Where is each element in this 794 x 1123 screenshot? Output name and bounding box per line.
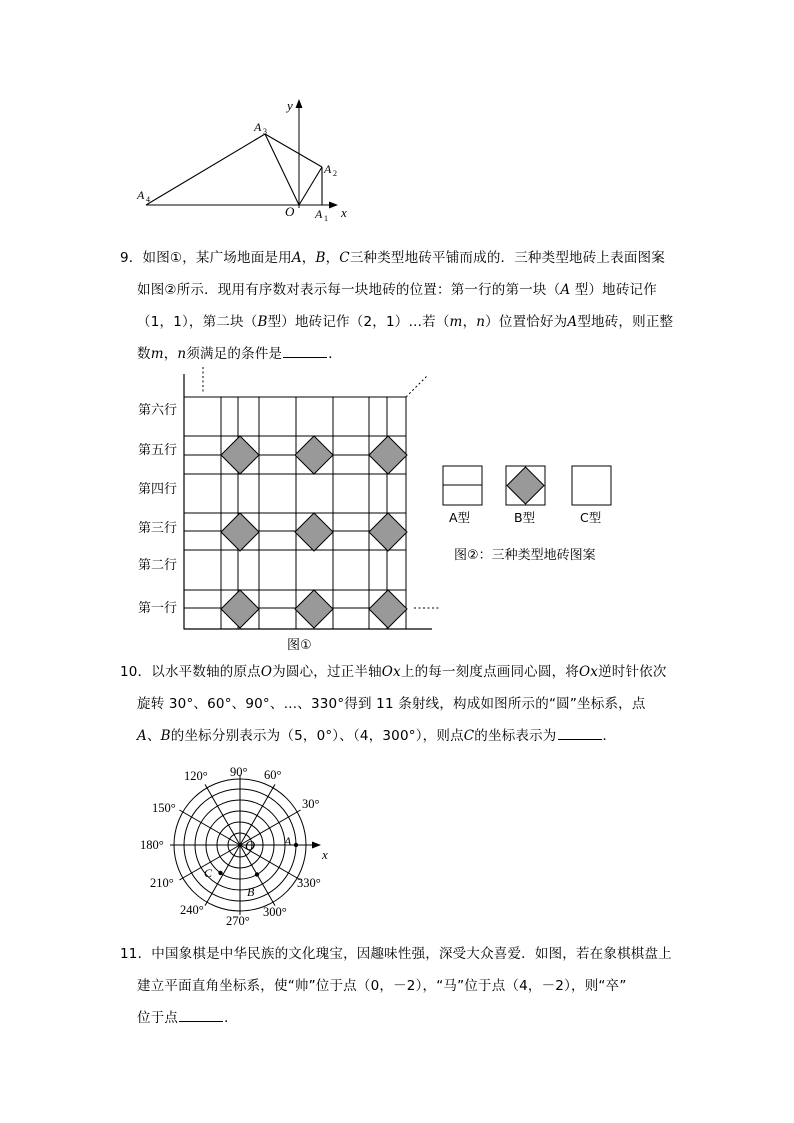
row-label: 第一行	[138, 601, 178, 616]
tile-a-label: A型	[449, 510, 471, 525]
point-B-label: B	[247, 885, 255, 899]
angle-label: 210°	[150, 876, 174, 890]
polar-x-label: x	[322, 847, 328, 862]
segment-OA3	[265, 134, 299, 205]
angle-label: 240°	[180, 903, 204, 917]
q9-line-4: 数m，n须满足的条件是 ．	[137, 346, 342, 362]
segment-A2A3	[265, 134, 322, 167]
question-number: 9．	[120, 250, 143, 266]
segment-A3A4	[146, 134, 265, 205]
answer-blank	[179, 1009, 223, 1022]
tile-b-diamond	[295, 436, 333, 474]
angle-label: 270°	[226, 914, 250, 928]
answer-blank	[558, 727, 602, 740]
point-A3-label: A	[254, 120, 262, 134]
q9-line-3: （1，1），第二块（B型）地砖记作（2，1）…若（m，n）位置恰好为A型地砖，则正整	[137, 314, 674, 330]
question-10	[120, 656, 667, 752]
point-B	[255, 872, 259, 876]
row-label: 第二行	[138, 558, 178, 573]
tile-b-diamond	[369, 590, 407, 628]
point-A-label: A	[284, 834, 292, 848]
question-9	[120, 242, 673, 370]
polar-figure	[140, 765, 328, 928]
tile-b-label: B型	[514, 510, 536, 525]
tile-b-diamond	[295, 590, 333, 628]
y-axis-label: y	[287, 98, 293, 113]
angle-label: 30°	[302, 797, 320, 811]
point-A2-label: A	[324, 162, 332, 176]
question-11	[120, 938, 672, 1034]
tile-b-diamond	[221, 590, 259, 628]
x-axis-label: x	[341, 205, 347, 220]
point-A	[294, 843, 298, 847]
question-number: 10．	[120, 664, 152, 680]
question-number: 11．	[120, 946, 152, 962]
row-label: 第六行	[138, 403, 178, 418]
point-C-label: C	[204, 866, 213, 880]
continuation-diagonal	[406, 375, 428, 397]
point-A4-label: A	[137, 188, 145, 202]
polar-origin-label: O	[245, 839, 256, 854]
y-axis-arrow	[296, 99, 303, 108]
angle-label: 120°	[184, 769, 208, 783]
x-axis-arrow	[329, 202, 338, 209]
q10-line-3: A、B的坐标分别表示为（5，0°）、（4，300°），则点C的坐标表示为 ．	[137, 728, 617, 744]
row-label: 第四行	[138, 482, 178, 497]
tile-c	[572, 466, 611, 505]
point-A1-label: A	[315, 207, 323, 221]
row-label: 第三行	[138, 521, 178, 536]
angle-label: 60°	[264, 768, 282, 782]
svg-text:1: 1	[324, 214, 328, 223]
q9-line-2: 如图②所示．现用有序数对表示每一块地砖的位置：第一行的第一块（A 型）地砖记作	[137, 282, 657, 298]
tile-types-figure	[443, 466, 611, 563]
angle-label: 90°	[230, 765, 248, 779]
angle-label: 180°	[140, 838, 164, 852]
tile-b-diamond	[221, 513, 259, 551]
point-C	[218, 871, 222, 875]
angle-label: 300°	[263, 905, 287, 919]
angle-label: 330°	[297, 876, 321, 890]
tile-b-diamond	[295, 513, 333, 551]
segment-OA2	[299, 167, 322, 205]
q11-line-3: 位于点 ．	[137, 1010, 238, 1026]
tile-b-diamond	[221, 436, 259, 474]
svg-text:3: 3	[263, 127, 267, 136]
q10-line-2: 旋转 30°、60°、90°、…、330°得到 11 条射线，构成如图所示的“圆”坐标系，点	[137, 696, 646, 712]
tile-c-label: C型	[580, 510, 602, 525]
svg-text:4: 4	[146, 195, 150, 204]
q11-line-2: 建立平面直角坐标系，使“帅”位于点（0，－2），“马”位于点（4，－2），则“卒”	[137, 978, 627, 994]
tile-b-diamond	[369, 513, 407, 551]
svg-text:2: 2	[333, 169, 337, 178]
polar-x-arrow	[312, 842, 321, 849]
angle-label: 150°	[152, 801, 176, 815]
figure1-caption: 图①	[287, 638, 312, 653]
tile-b-diamond	[369, 436, 407, 474]
tile-floor-figure	[138, 367, 440, 653]
figure2-caption: 图②：三种类型地砖图案	[454, 548, 596, 563]
q10-line-1: 10．以水平数轴的原点O为圆心，过正半轴Ox上的每一刻度点画同心圆，将Ox逆时针依次	[120, 664, 667, 680]
origin-label: O	[285, 204, 295, 219]
q8-figure	[136, 98, 347, 223]
q11-line-1: 11．中国象棋是中华民族的文化瑰宝，因趣味性强，深受大众喜爱．如图，若在象棋棋盘上	[120, 946, 672, 962]
answer-blank	[283, 345, 327, 358]
q9-line-1: 9．如图①，某广场地面是用A，B，C三种类型地砖平铺而成的．三种类型地砖上表面图案	[120, 250, 665, 266]
row-label: 第五行	[138, 443, 178, 458]
